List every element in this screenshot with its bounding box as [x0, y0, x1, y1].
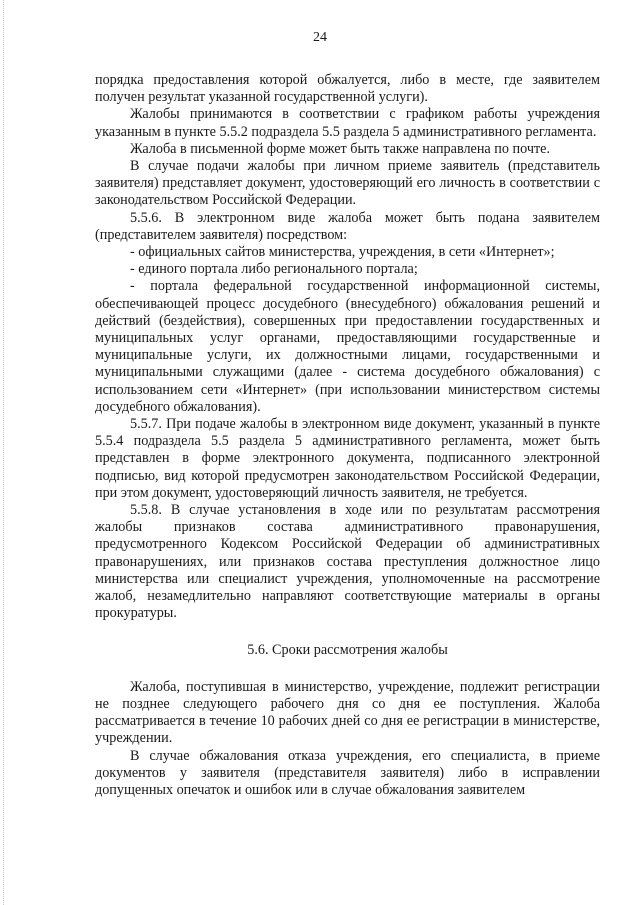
paragraph-continuation: порядка предоставления которой обжалуется, либо в месте, где заявителем получен результат указанной государственной услуги). [95, 72, 600, 106]
scan-margin-line [3, 0, 5, 905]
list-item-unified-portal: - единого портала либо регионального портала; [130, 261, 418, 278]
paragraph-schedule: Жалобы принимаются в соответствии с графиком работы учреждения указанным в пункте 5.5.2 подраздела 5.5 раздела 5 административного регламента. [95, 106, 600, 140]
paragraph-mail: Жалоба в письменной форме может быть также направлена по почте. [130, 140, 551, 157]
paragraph-registration-term: Жалоба, поступившая в министерство, учреждение, подлежит регистрации не позднее следующего рабочего дня со дня ее поступления. Жалоба рассматривается в течение 10 рабочих дней со дня ее регистрации в министерстве, учреждении. [95, 678, 600, 747]
paragraph-personal-reception: В случае подачи жалобы при личном приеме заявитель (представитель заявителя) представляет документ, удостоверяющий его личность в соответствии с законодательством Российской Федерации. [95, 158, 600, 209]
paragraph-5-5-8: 5.5.8. В случае установления в ходе или по результатам рассмотрения жалобы признаков состава административного правонарушения, предусмотренного Кодексом Российской Федерации об административных правонарушениях, или признаков состава преступления должностное лицо министерства или специалист учреждения, уполномоченные на рассмотрение жалоб, незамедлительно направляют соответствующие материалы в органы прокуратуры. [95, 502, 600, 622]
list-item-official-sites: - официальных сайтов министерства, учреждения, в сети «Интернет»; [130, 244, 555, 261]
paragraph-5-5-6: 5.5.6. В электронном виде жалоба может быть подана заявителем (представителем заявителя) посредством: [95, 209, 600, 243]
page-number: 24 [313, 30, 327, 45]
section-heading: 5.6. Сроки рассмотрения жалобы [247, 641, 448, 658]
list-item-federal-portal: - портала федеральной государственной информационной системы, обеспечивающей процесс досудебного (внесудебного) обжалования решений и действий (бездействия), совершенных при предоставлении государственных и муниципальных услуг органами, предоставляющими государственные и муниципальные услуги, их должностными лицами, государственными и муниципальными служащими (далее - система досудебного обжалования) с использованием сети «Интернет» (при использовании министерством системы досудебного обжалования). [95, 278, 600, 415]
paragraph-5-5-7: 5.5.7. При подаче жалобы в электронном виде документ, указанный в пункте 5.5.4 подраздела 5.5 раздела 5 административного регламента, может быть представлен в форме электронного документа, подписанного электронной подписью, вид которой предусмотрен законодательством Российской Федерации, при этом документ, удостоверяющий личность заявителя, не требуется. [95, 416, 600, 501]
document-body [95, 72, 600, 799]
paragraph-refusal-appeal: В случае обжалования отказа учреждения, его специалиста, в приеме документов у заявителя (представителя заявителя) либо в исправлении допущенных опечаток и ошибок или в случае обжалования заявителем [95, 747, 600, 798]
